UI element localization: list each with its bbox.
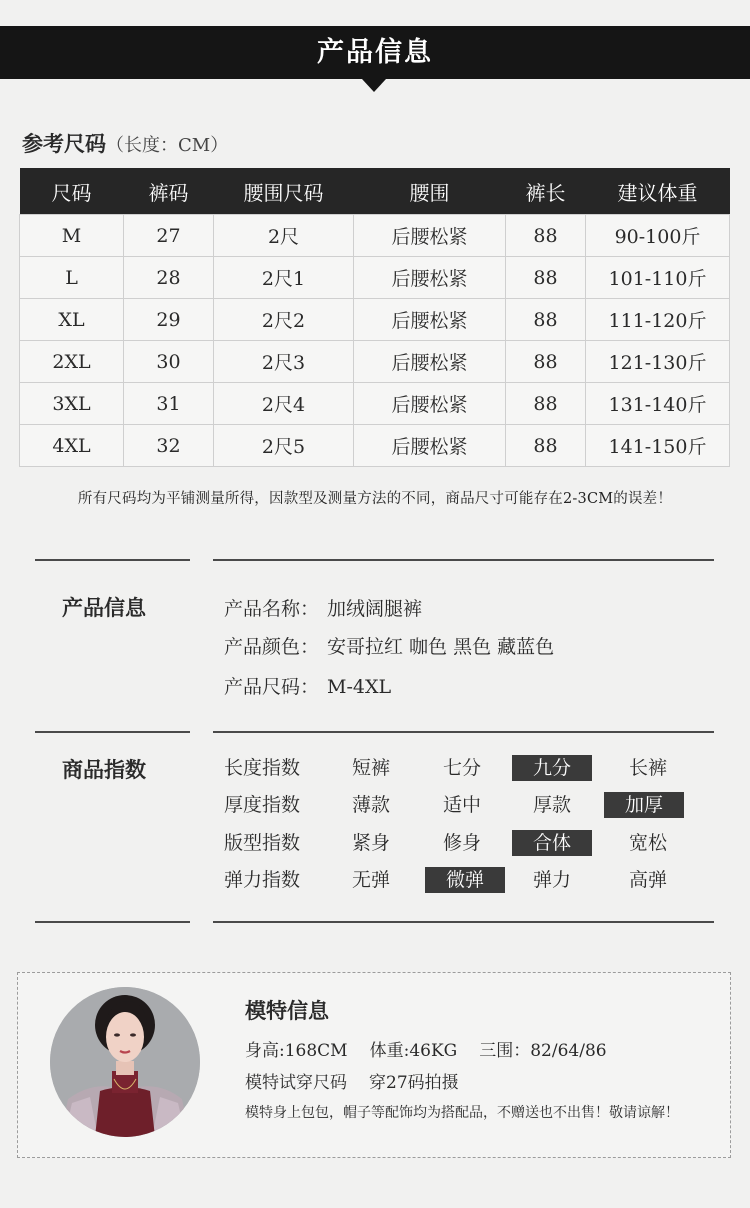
table-cell: 后腰松紧 [354,257,506,299]
header-cell: 建议体重 [586,168,730,215]
table-cell: 30 [124,341,214,383]
table-cell: 88 [506,215,586,257]
header-cell: 裤长 [506,168,586,215]
info-value: 加绒阔腿裤 [327,598,423,620]
table-cell: 131-140斤 [586,383,730,425]
table-cell: 后腰松紧 [354,299,506,341]
table-cell: 2尺4 [214,383,354,425]
header-cell: 腰围 [354,168,506,215]
table-cell: 27 [124,215,214,257]
table-cell: 90-100斤 [586,215,730,257]
index-option: 无弹 [351,869,390,891]
table-cell: 88 [506,299,586,341]
model-size-value: 穿27码拍摄 [369,1073,459,1093]
table-row [20,425,730,467]
info-value: M-4XL [327,676,392,698]
banner-arrow [362,79,386,92]
divider [213,731,714,733]
index-option: 长裤 [628,757,667,779]
index-option: 紧身 [351,832,390,854]
model-portrait [50,987,200,1137]
table-cell: 111-120斤 [586,299,730,341]
index-label: 厚度指数 [224,794,301,816]
index-option-selected: 加厚 [604,792,684,818]
index-label: 弹力指数 [224,869,301,891]
model-size-line [245,1068,459,1093]
header-cell: 裤码 [124,168,214,215]
model-stats-line [245,1036,607,1061]
model-weight: 体重:46KG [369,1041,458,1061]
index-label: 版型指数 [224,832,301,854]
index-option: 弹力 [532,869,571,891]
product-name-row [224,594,422,621]
table-cell: 101-110斤 [586,257,730,299]
size-section-heading [22,130,228,160]
table-row [20,299,730,341]
model-measurements: 三围：82/64/86 [479,1041,607,1061]
table-cell: 4XL [20,425,124,467]
size-section-title: 参考尺码 [22,131,106,156]
table-cell: 29 [124,299,214,341]
header-cell: 尺码 [20,168,124,215]
table-cell: XL [20,299,124,341]
index-option-selected: 九分 [512,755,592,781]
table-cell: 后腰松紧 [354,341,506,383]
index-label: 长度指数 [224,757,301,779]
index-option-selected: 微弹 [425,867,505,893]
index-option: 高弹 [628,869,667,891]
index-option: 薄款 [351,794,390,816]
index-option: 七分 [442,757,481,779]
index-option: 修身 [442,832,481,854]
table-cell: 88 [506,425,586,467]
table-row [20,257,730,299]
index-option: 厚款 [532,794,571,816]
table-row [20,383,730,425]
model-avatar [50,987,200,1137]
table-cell: 2尺5 [214,425,354,467]
info-key: 产品名称： [224,598,320,620]
model-disclaimer: 模特身上包包，帽子等配饰均为搭配品，不赠送也不出售！敬请谅解！ [245,1105,679,1121]
model-size-label: 模特试穿尺码 [245,1073,347,1093]
table-cell: 2尺 [214,215,354,257]
table-cell: 121-130斤 [586,341,730,383]
size-section-unit: （长度：CM） [106,135,229,156]
size-table-header [20,168,730,215]
product-size-row [224,672,391,699]
info-value: 安哥拉红 咖色 黑色 藏蓝色 [327,636,555,658]
title-banner [0,26,750,79]
table-cell: 28 [124,257,214,299]
table-cell: 3XL [20,383,124,425]
table-cell: L [20,257,124,299]
table-row [20,341,730,383]
index-option: 短裤 [351,757,390,779]
table-cell: 88 [506,341,586,383]
table-cell: 后腰松紧 [354,383,506,425]
table-cell: 2尺3 [214,341,354,383]
info-key: 产品尺码： [224,676,320,698]
divider [35,559,190,561]
model-height: 身高:168CM [245,1041,348,1061]
table-cell: 2尺1 [214,257,354,299]
divider [35,731,190,733]
index-option-selected: 合体 [512,830,592,856]
size-table [19,168,730,467]
product-info-label: 产品信息 [62,595,146,620]
banner-title: 产品信息 [317,37,433,68]
table-cell: 31 [124,383,214,425]
header-cell: 腰围尺码 [214,168,354,215]
table-cell: 32 [124,425,214,467]
table-cell: 2尺2 [214,299,354,341]
divider [213,559,714,561]
model-info-title: 模特信息 [245,998,329,1023]
table-cell: 后腰松紧 [354,215,506,257]
info-key: 产品颜色： [224,636,320,658]
table-cell: 2XL [20,341,124,383]
product-color-row [224,632,554,659]
table-cell: 88 [506,383,586,425]
table-cell: 88 [506,257,586,299]
size-note: 所有尺码均为平铺测量所得，因款型及测量方法的不同，商品尺寸可能存在2-3CM的误差！ [77,491,673,507]
table-cell: 141-150斤 [586,425,730,467]
index-option: 适中 [442,794,481,816]
product-index-label: 商品指数 [62,757,146,782]
divider [213,921,714,923]
table-cell: 后腰松紧 [354,425,506,467]
table-row [20,215,730,257]
index-option: 宽松 [628,832,667,854]
divider [35,921,190,923]
table-cell: M [20,215,124,257]
